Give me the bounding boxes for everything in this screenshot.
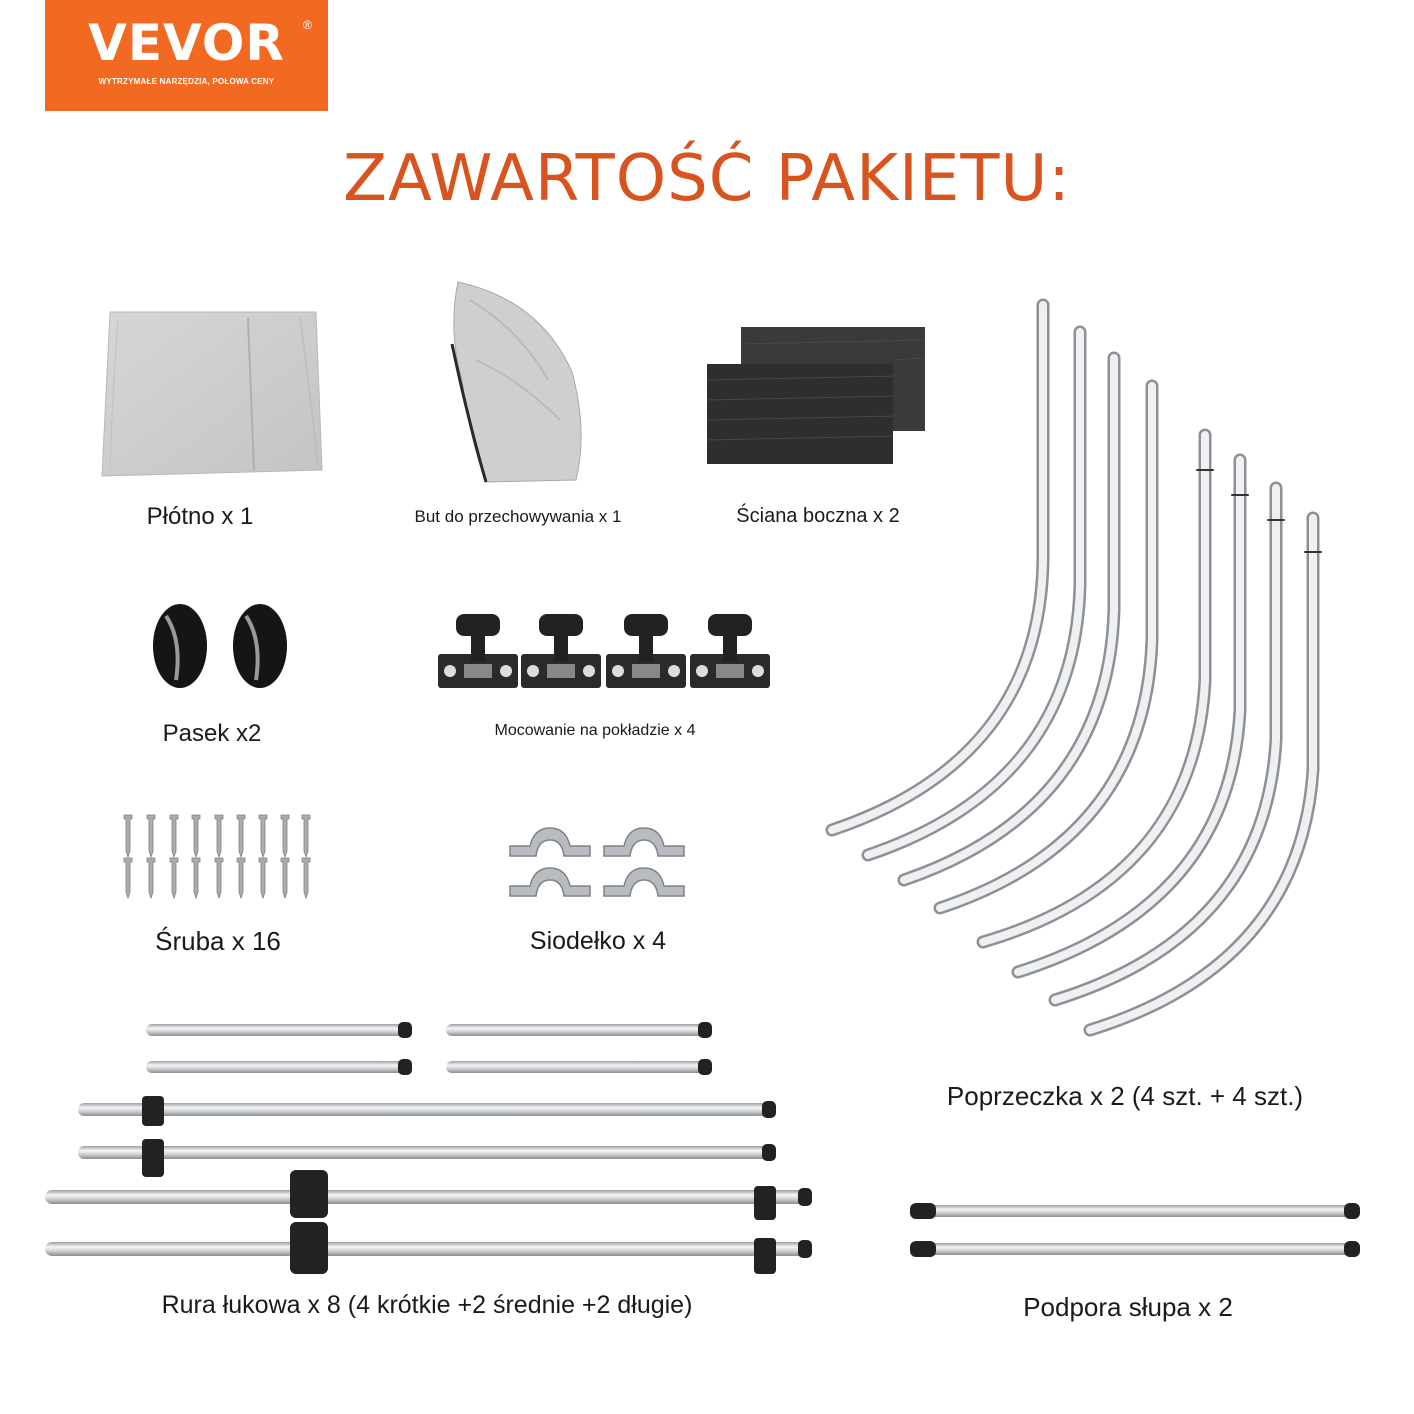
label-deck-mount: Mocowanie na pokładzie x 4: [494, 722, 696, 739]
storage-bag-image: [452, 282, 581, 482]
label-side-wall: Ściana boczna x 2: [736, 505, 900, 527]
label-arc-tube: Rura łukowa x 8 (4 krótkie +2 średnie +2 długie): [161, 1291, 693, 1319]
screw-image: [124, 815, 310, 898]
label-pole-support: Podpora słupa x 2: [1023, 1292, 1233, 1322]
deck-mount-image: [438, 614, 770, 688]
arc-tube-image: [45, 1022, 812, 1274]
label-screw: Śruba x 16: [155, 926, 281, 956]
label-storage-bag: But do przechowywania x 1: [414, 507, 622, 526]
label-saddle: Siodełko x 4: [529, 927, 667, 955]
label-strap: Pasek x2: [162, 720, 262, 747]
canvas-image: [102, 312, 322, 476]
registered-mark: ®: [303, 18, 312, 32]
brand-tagline: WYTRZYMAŁE NARZĘDZIA, POŁOWA CENY: [98, 77, 275, 86]
pole-support-image: [910, 1203, 1360, 1257]
brand-name: VEVOR: [88, 14, 285, 72]
saddle-image: [510, 828, 684, 896]
side-wall-image: [707, 327, 925, 464]
label-crossbar: Poprzeczka x 2 (4 szt. + 4 szt.): [946, 1081, 1304, 1111]
strap-image: [153, 604, 287, 688]
label-canvas: Płótno x 1: [146, 503, 254, 530]
page-title: ZAWARTOŚĆ PAKIETU:: [343, 142, 1071, 216]
